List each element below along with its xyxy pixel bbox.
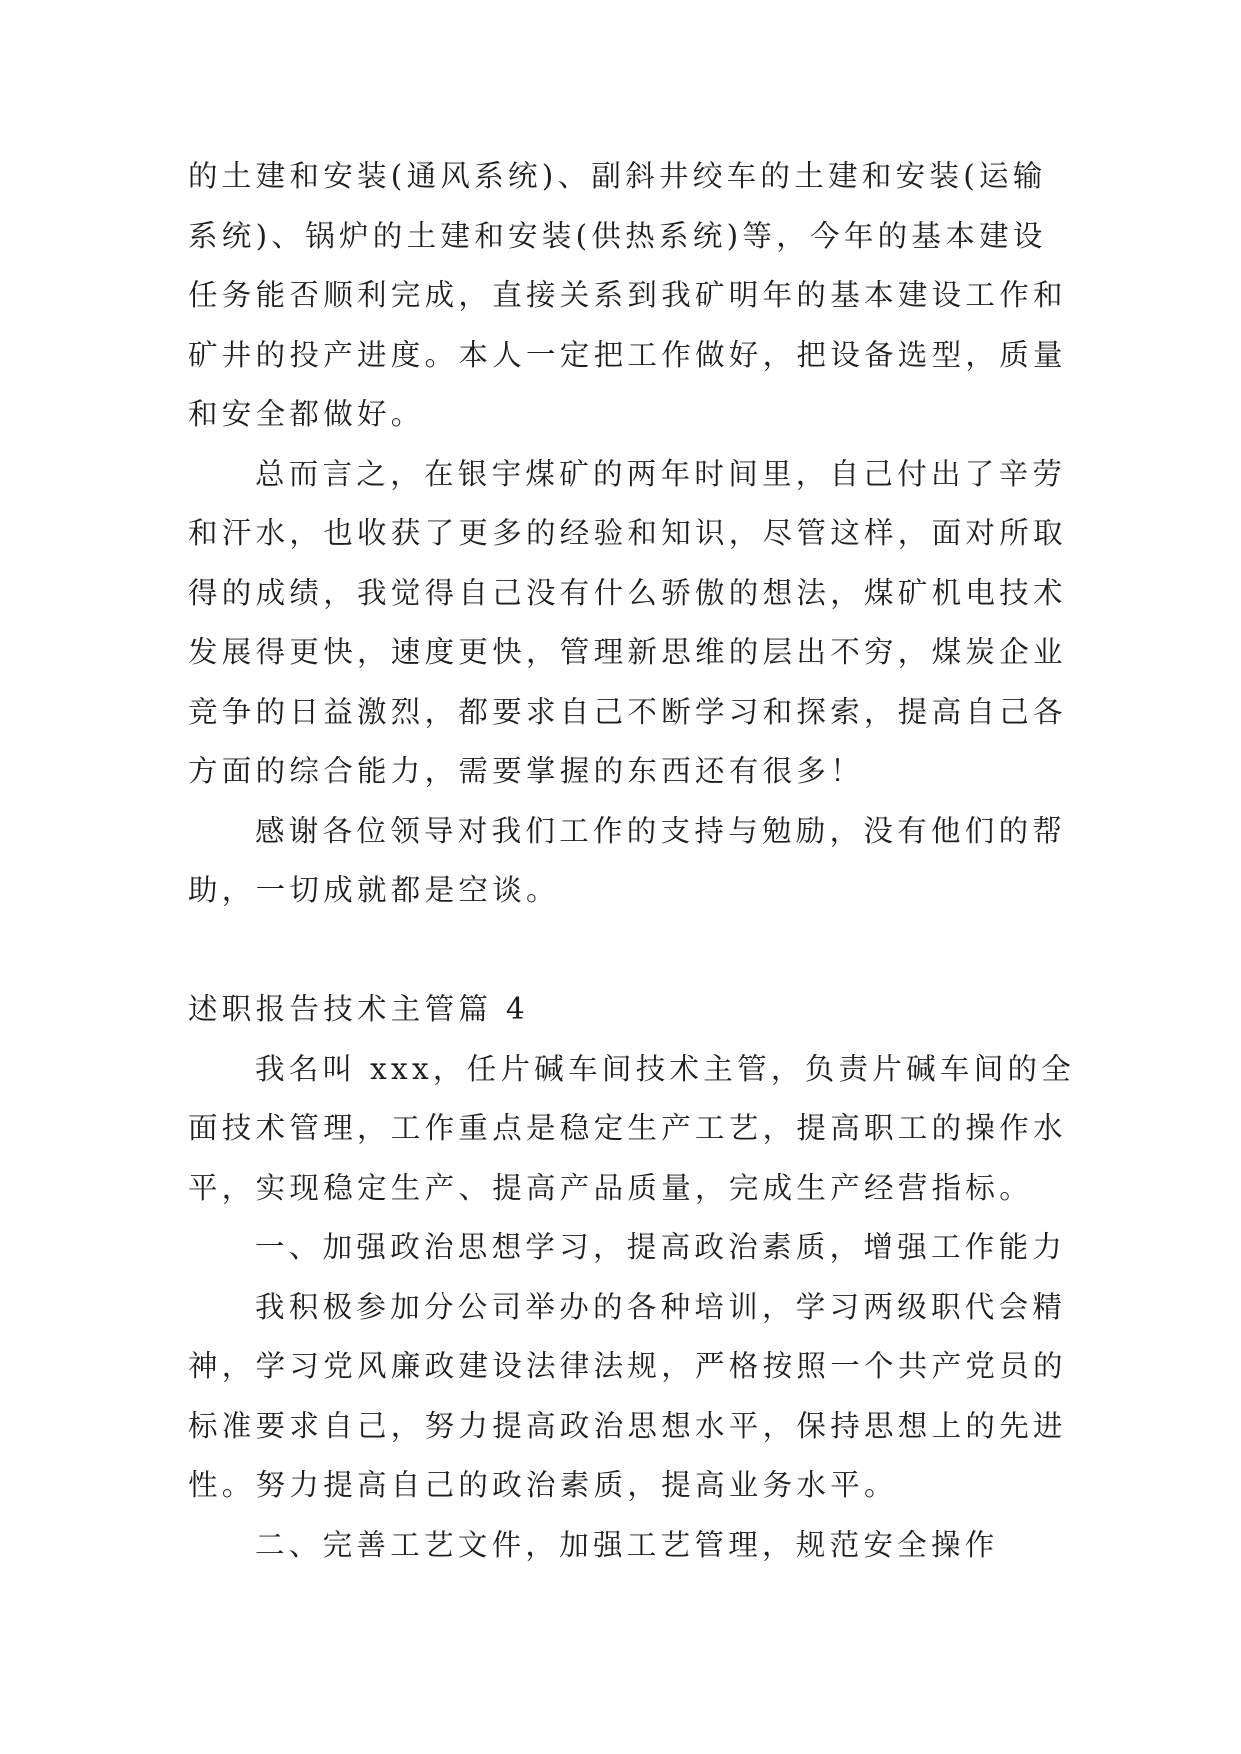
section-heading: 述职报告技术主管篇 4 (188, 992, 529, 1026)
text-line: 得的成绩，我觉得自己没有什么骄傲的想法，煤矿机电技术 (188, 575, 1067, 610)
paragraph-summary (188, 445, 1067, 802)
paragraph-political-study (188, 1278, 1067, 1516)
text-line: 我名叫 xxx，任片碱车间技术主管，负责片碱车间的全 (255, 1051, 1076, 1086)
text-line: 和安全都做好。 (188, 397, 425, 431)
text-line: 我积极参加分公司举办的各种培训，学习两级职代会精 (255, 1289, 1067, 1324)
text-line: 平，实现稳定生产、提高产品质量，完成生产经营指标。 (188, 1170, 1034, 1205)
text-line: 性。努力提高自己的政治素质，提高业务水平。 (188, 1468, 898, 1502)
paragraph-thanks (188, 802, 1067, 921)
text-line: 和汗水，也收获了更多的经验和知识，尽管这样，面对所取 (188, 516, 1067, 550)
text-line: 矿井的投产进度。本人一定把工作做好，把设备选型，质量 (188, 337, 1067, 372)
text-line: 系统)、锅炉的土建和安装(供热系统)等，今年的基本建设 (188, 218, 1047, 253)
text-line: 方面的综合能力，需要掌握的东西还有很多！ (188, 754, 865, 788)
blank-line (188, 921, 1048, 981)
subheading-two: 二、完善工艺文件，加强工艺管理，规范安全操作 (255, 1527, 999, 1562)
text-line: 总而言之，在银宇煤矿的两年时间里，自己付出了辛劳 (255, 456, 1067, 491)
text-line: 感谢各位领导对我们工作的支持与勉励，没有他们的帮 (255, 813, 1067, 848)
text-line: 神，学习党风廉政建设法律法规，严格按照一个共产党员的 (188, 1349, 1067, 1383)
paragraph-intro (188, 1040, 1076, 1219)
subheading-one: 一、加强政治思想学习，提高政治素质，增强工作能力 (255, 1230, 1067, 1264)
text-line: 的土建和安装(通风系统)、副斜井绞车的土建和安装(运输 (188, 159, 1047, 193)
text-line: 助，一切成就都是空谈。 (188, 873, 560, 907)
text-line: 发展得更快，速度更快，管理新思维的层出不穷，煤炭企业 (188, 635, 1067, 669)
text-line: 面技术管理，工作重点是稳定生产工艺，提高职工的操作水 (188, 1111, 1067, 1145)
paragraph-continuation (188, 147, 1067, 445)
text-line: 任务能否顺利完成，直接关系到我矿明年的基本建设工作和 (188, 278, 1067, 312)
text-line: 竞争的日益激烈，都要求自己不断学习和探索，提高自己各 (188, 694, 1067, 729)
text-line: 标准要求自己，努力提高政治思想水平，保持思想上的先进 (188, 1408, 1067, 1443)
document-body (188, 147, 1076, 1575)
